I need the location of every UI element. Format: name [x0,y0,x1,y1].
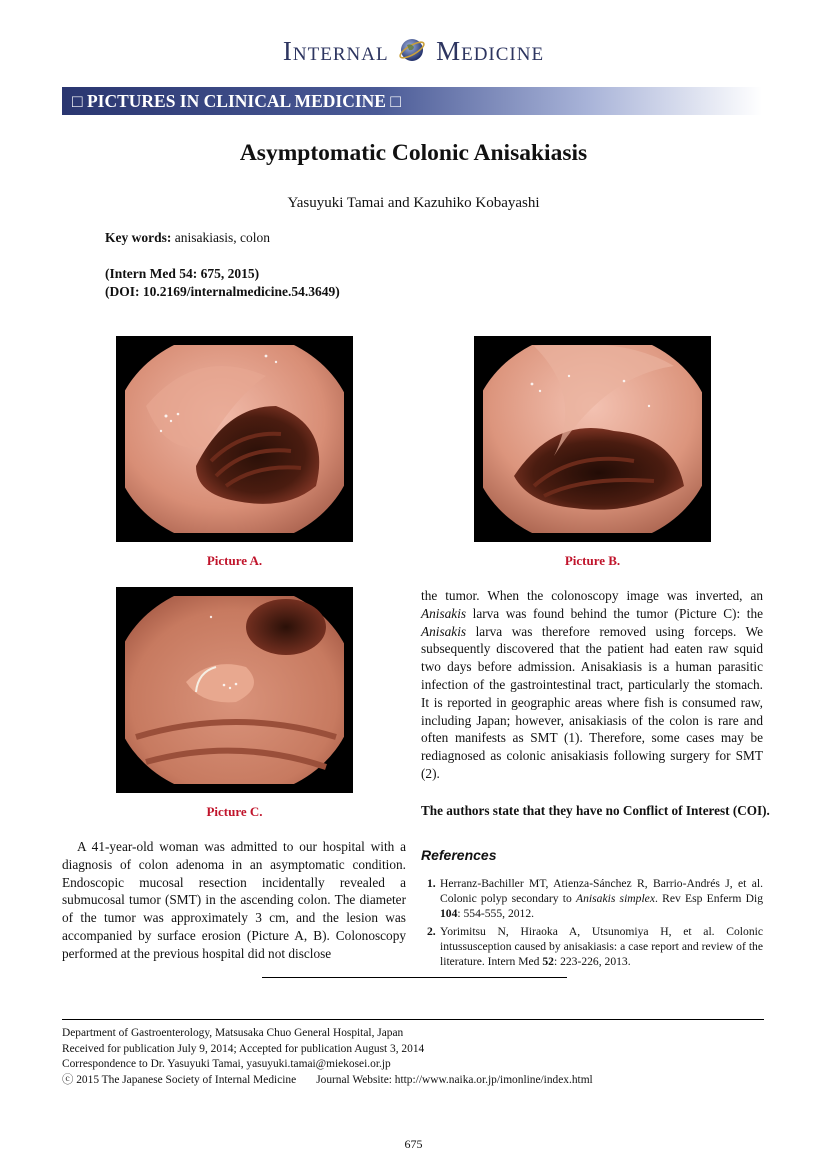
journal-logo [0,36,827,67]
picture-a-image [116,336,353,542]
footer-department: Department of Gastroenterology, Matsusaka Chuo General Hospital, Japan [62,1027,404,1039]
globe-icon [398,36,426,64]
body-right-paragraph [421,587,763,783]
journal-name-left: Internal [282,36,389,66]
body-italic: Anisakis [421,623,467,639]
picture-b-caption: Picture B. [564,553,621,568]
picture-a-caption: Picture A. [206,553,263,568]
footer-website: Journal Website: http://www.naika.or.jp/imonline/index.html [316,1073,593,1086]
citation-block [105,265,340,301]
body-text: the tumor. When the colonoscopy image was inverted, an [421,588,763,603]
article-authors: Yasuyuki Tamai and Kazuhiko Kobayashi [287,195,540,211]
picture-b-image [474,336,711,542]
references-list [421,876,763,971]
reference-volume: 52 [542,955,554,969]
footer-copyright: ⓒ 2015 The Japanese Society of Internal Medicine [62,1073,297,1086]
footer-copyright-line [62,1073,593,1089]
reference-volume: 104 [440,907,458,921]
citation: (Intern Med 54: 675, 2015) [105,266,260,281]
conflict-of-interest: The authors state that they have no Conflict of Interest (COI). [421,803,770,818]
reference-text: : 223-226, 2013. [553,955,631,969]
article-title: Asymptomatic Colonic Anisakiasis [239,140,588,166]
reference-text: Herranz-Bachiller MT, Atienza-Sánchez R, Barrio-Andrés J, et al. Colonic polyp secondary to [440,877,763,906]
keywords-label: Key words: [105,230,172,245]
page-number: 675 [404,1137,423,1151]
reference-text: . Rev Esp Enferm Dig [654,892,764,906]
body-text: larva was therefore removed using forceps. We subsequently discovered that the patient had eaten raw squid two days before admission. Anisakiasis is a human parasitic infection of the gastrointestinal tract, particularly the stomach. It is reported in geographic areas where fish is consumed raw, including Japan; however, anisakiasis of the colon is rare and often manifests as SMT (1). Therefore, some cases may be rediagnosed as colonic anisakiasis following surgery for SMT (2). [421,623,763,781]
footer-correspondence: Correspondence to Dr. Yasuyuki Tamai, yasuyuki.tamai@miekosei.or.jp [62,1058,391,1071]
body-italic: Anisakis [421,605,467,621]
footer-received: Received for publication July 9, 2014; Accepted for publication August 3, 2014 [62,1042,425,1055]
reference-text: Yorimitsu N, Hiraoka A, Utsunomiya H, et al. Colonic intussusception caused by anisakiasis: a case report and review of the literature. Intern Med [440,924,763,969]
reference-item [421,876,763,922]
reference-italic: Anisakis simplex [576,892,655,906]
reference-text: : 554-555, 2012. [457,907,535,921]
footer-divider [62,1019,764,1020]
keywords [105,230,270,246]
journal-name-right: Medicine [436,36,545,66]
reference-number: 1. [427,877,436,890]
doi: (DOI: 10.2169/internalmedicine.54.3649) [105,284,340,299]
section-banner: □ PICTURES IN CLINICAL MEDICINE □ [62,87,762,115]
picture-c-caption: Picture C. [206,804,263,819]
reference-item [421,924,763,970]
references-heading: References [421,847,497,863]
picture-c-image [116,587,353,793]
body-left-paragraph: A 41-year-old woman was admitted to our hospital with a diagnosis of colon adenoma in an asymptomatic condition. Endoscopic mucosal resection incidentally revealed a submucosal tumor (SMT) in the ascending colon. The diameter of the tumor was approximately 3 cm, and the lesion was accompanied by surface erosion (Picture A, B). Colonoscopy performed at the previous hospital did not disclose [62,839,406,961]
divider [262,977,567,978]
footer [62,1026,593,1088]
reference-number: 2. [427,924,436,938]
body-text: larva was found behind the tumor (Picture C): the [466,605,763,621]
keywords-value: anisakiasis, colon [174,230,270,245]
